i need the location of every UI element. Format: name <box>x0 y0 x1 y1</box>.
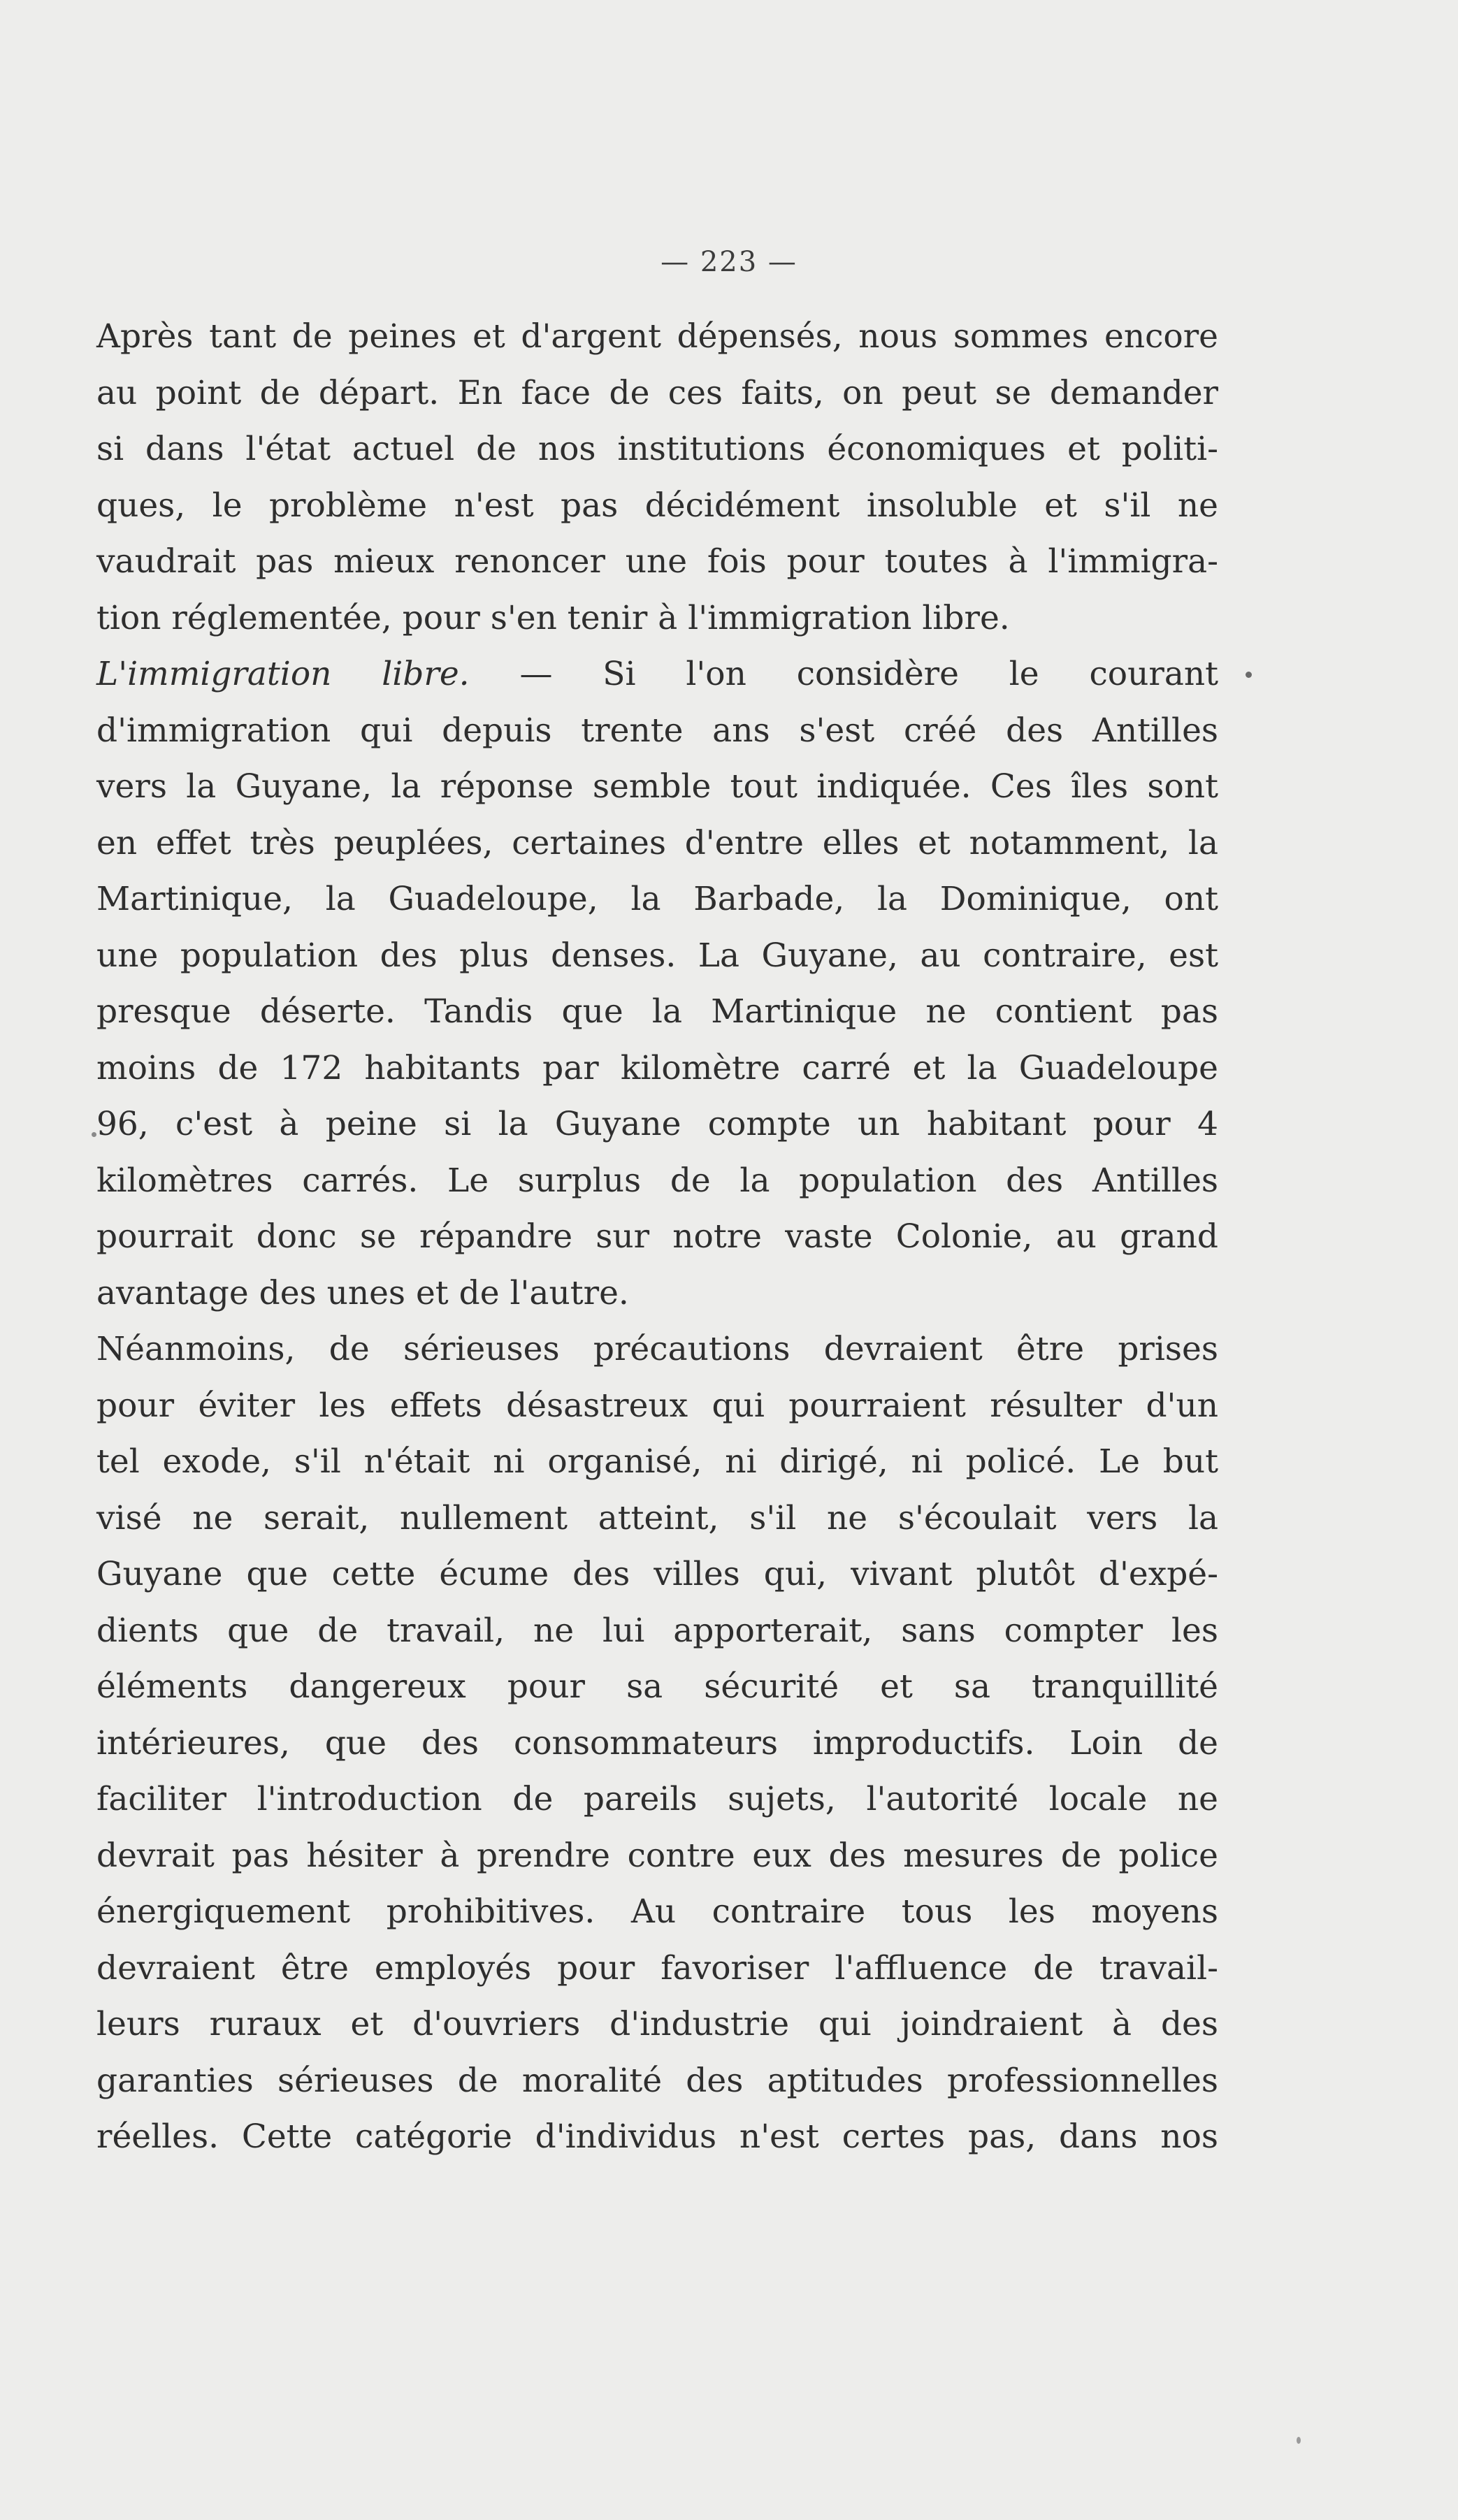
text-line-2: au point de départ. En face de ces faits, on peut se demander <box>96 373 1218 412</box>
text-line-21: tel exode, s'il n'était ni organisé, ni dirigé, ni policé. Le but <box>96 1442 1218 1481</box>
paper-speck <box>1297 2437 1301 2444</box>
text-line-5: vaudrait pas mieux renoncer une fois pour toutes à l'immigra- <box>96 542 1218 581</box>
text-line-29: énergiquement prohibitives. Au contraire tous les moyens <box>96 1892 1218 1931</box>
text-line-26: intérieures, que des consommateurs improductifs. Loin de <box>96 1723 1218 1762</box>
text-line-19: Néanmoins, de sérieuses précautions devraient être prises <box>96 1330 1218 1368</box>
page-number: — 223 — <box>661 246 797 278</box>
text-line-7 <box>96 646 1218 703</box>
text-line-15: 96, c'est à peine si la Guyane compte un habitant pour 4 <box>96 1105 1218 1143</box>
text-line-1: Après tant de peines et d'argent dépensés, nous sommes encore <box>96 317 1218 356</box>
text-line-27: faciliter l'introduction de pareils sujets, l'autorité locale ne <box>96 1780 1218 1818</box>
text-line-23: Guyane que cette écume des villes qui, vivant plutôt d'expé- <box>96 1555 1218 1593</box>
text-line-20: pour éviter les effets désastreux qui pourraient résulter d'un <box>96 1386 1218 1425</box>
paper-speck <box>1246 672 1252 678</box>
text-line-14: moins de 172 habitants par kilomètre carré et la Guadeloupe <box>96 1048 1218 1087</box>
text-line-10: en effet très peuplées, certaines d'entre elles et notamment, la <box>96 823 1218 862</box>
text-line-12: une population des plus denses. La Guyane, au contraire, est <box>96 936 1218 975</box>
text-line-8: d'immigration qui depuis trente ans s'est créé des Antilles <box>96 711 1218 750</box>
text-line-9: vers la Guyane, la réponse semble tout indiquée. Ces îles sont <box>96 767 1218 806</box>
section-heading-continuation: — Si l'on considère le courant <box>519 655 1218 693</box>
text-line-13: presque déserte. Tandis que la Martinique ne contient pas <box>96 992 1218 1031</box>
body-text <box>96 309 1218 2166</box>
text-line-22: visé ne serait, nullement atteint, s'il ne s'écoulait vers la <box>96 1498 1218 1537</box>
text-line-28: devrait pas hésiter à prendre contre eux des mesures de police <box>96 1836 1218 1875</box>
paper-speck <box>92 1132 96 1137</box>
text-line-3: si dans l'état actuel de nos institutions économiques et politi- <box>96 430 1218 468</box>
text-line-31: leurs ruraux et d'ouvriers d'industrie qui joindraient à des <box>96 2005 1218 2043</box>
text-line-24: dients que de travail, ne lui apporterait, sans compter les <box>96 1611 1218 1650</box>
text-line-6: tion réglementée, pour s'en tenir à l'immigration libre. <box>96 598 1010 637</box>
text-line-16: kilomètres carrés. Le surplus de la population des Antilles <box>96 1161 1218 1200</box>
text-line-4: ques, le problème n'est pas décidément insoluble et s'il ne <box>96 486 1218 525</box>
text-line-33: réelles. Cette catégorie d'individus n'est certes pas, dans nos <box>96 2117 1218 2156</box>
text-line-17: pourrait donc se répandre sur notre vaste Colonie, au grand <box>96 1217 1218 1256</box>
text-line-25: éléments dangereux pour sa sécurité et sa tranquillité <box>96 1667 1218 1706</box>
text-line-32: garanties sérieuses de moralité des aptitudes professionnelles <box>96 2061 1218 2100</box>
text-line-18: avantage des unes et de l'autre. <box>96 1273 629 1312</box>
text-line-30: devraient être employés pour favoriser l'affluence de travail- <box>96 1948 1218 1987</box>
section-heading: L'immigration libre. <box>96 655 470 693</box>
text-line-11: Martinique, la Guadeloupe, la Barbade, la Dominique, ont <box>96 880 1218 918</box>
